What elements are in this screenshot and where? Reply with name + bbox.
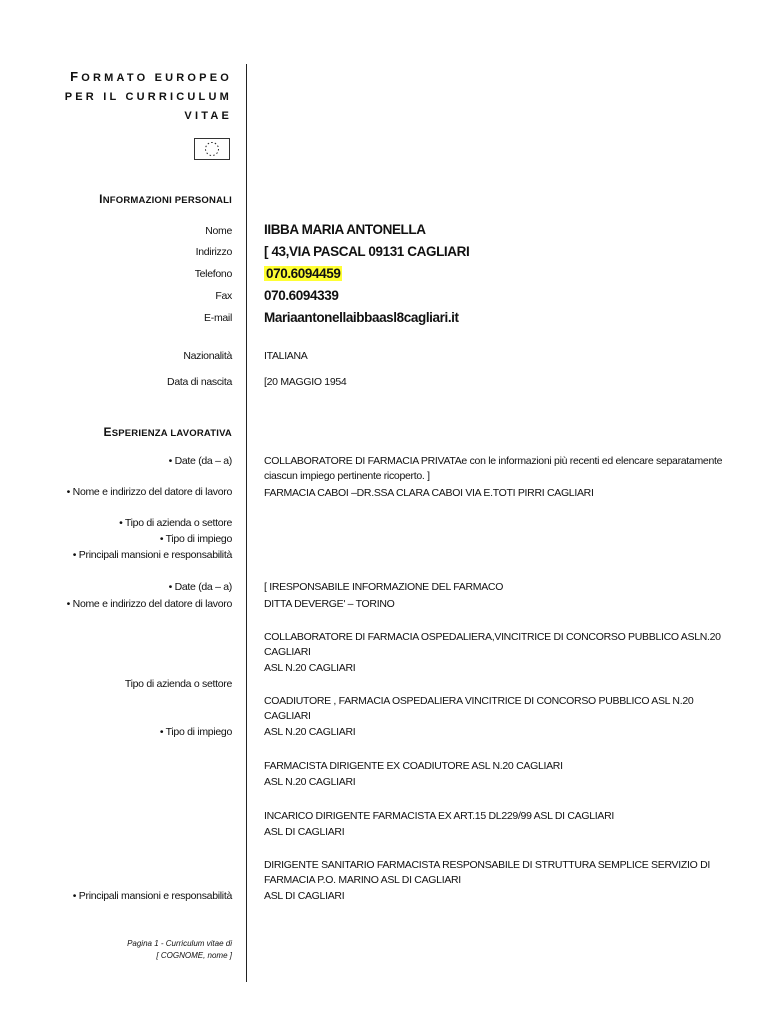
value-block2-10: ASL DI CAGLIARI (264, 826, 345, 838)
section-personal-info: INFORMAZIONI PERSONALI (99, 192, 232, 206)
label-date-1: • Date (da – a) (168, 455, 232, 467)
value-block2-3: COLLABORATORE DI FARMACIA OSPEDALIERA,VINCITRICE DI CONCORSO PUBBLICO ASLN.20 CAGLIARI (264, 631, 721, 658)
cv-title-line2: PER IL CURRICULUM (64, 91, 232, 103)
label-email: E-mail (204, 312, 232, 324)
eu-flag-icon (194, 138, 230, 160)
label-telefono: Telefono (194, 268, 232, 280)
value-block2-11: DIRIGENTE SANITARIO FARMACISTA RESPONSABILE DI STRUTTURA SEMPLICE SERVIZIO DI FARMACIA P.O. MARINO ASL DI CAGLIARI (264, 859, 710, 886)
value-block2-6: ASL N.20 CAGLIARI (264, 726, 356, 738)
label-azienda-1: • Tipo di azienda o settore (119, 517, 232, 529)
label-datore-2: • Nome e indirizzo del datore di lavoro (66, 598, 232, 610)
value-nazionalita: ITALIANA (264, 350, 308, 362)
cv-title-line1: FORMATO EUROPEO (70, 69, 232, 84)
value-block2-12: ASL DI CAGLIARI (264, 890, 345, 902)
value-fax: 070.6094339 (264, 288, 339, 303)
column-divider (246, 64, 247, 982)
label-date-2: • Date (da – a) (168, 581, 232, 593)
value-block2-8: ASL N.20 CAGLIARI (264, 776, 356, 788)
label-impiego-1: • Tipo di impiego (159, 533, 232, 545)
label-indirizzo: Indirizzo (195, 246, 232, 258)
label-impiego-2: • Tipo di impiego (159, 726, 232, 738)
value-datore-1: FARMACIA CABOI –DR.SSA CLARA CABOI VIA E.TOTI PIRRI CAGLIARI (264, 487, 594, 499)
value-nome: IIBBA MARIA ANTONELLA (264, 222, 426, 237)
value-block2-1: [ IRESPONSABILE INFORMAZIONE DEL FARMACO (264, 581, 504, 593)
value-block2-2: DITTA DEVERGE' – TORINO (264, 598, 395, 610)
value-indirizzo: [ 43,VIA PASCAL 09131 CAGLIARI (264, 244, 470, 259)
label-mansioni-2: • Principali mansioni e responsabilità (72, 890, 232, 902)
footer-line2: [ COGNOME, nome ] (156, 951, 232, 960)
cv-title (65, 67, 232, 126)
section-work-experience: ESPERIENZA LAVORATIVA (103, 425, 232, 439)
label-azienda-2: Tipo di azienda o settore (124, 678, 232, 690)
value-block2-7: FARMACISTA DIRIGENTE EX COADIUTORE ASL N.20 CAGLIARI (264, 760, 563, 772)
label-data-nascita: Data di nascita (167, 376, 232, 388)
page-footer (127, 938, 232, 962)
value-block2-5: COADIUTORE , FARMACIA OSPEDALIERA VINCITRICE DI CONCORSO PUBBLICO ASL N.20 CAGLIARI (264, 695, 694, 722)
value-date-1: COLLABORATORE DI FARMACIA PRIVATAe con le informazioni più recenti ed elencare separatamente ciascun impiego pertinente ricoperto. ] (264, 455, 723, 482)
label-datore-1: • Nome e indirizzo del datore di lavoro (66, 486, 232, 498)
label-fax: Fax (215, 290, 232, 302)
value-block2-9: INCARICO DIRIGENTE FARMACISTA EX ART.15 DL229/99 ASL DI CAGLIARI (264, 810, 614, 822)
label-nome: Nome (205, 225, 232, 237)
value-email: Mariaantonellaibbaasl8cagliari.it (264, 310, 459, 325)
value-block2-4: ASL N.20 CAGLIARI (264, 662, 356, 674)
value-data-nascita: [20 MAGGIO 1954 (264, 376, 347, 388)
label-nazionalita: Nazionalità (183, 350, 232, 362)
value-telefono (264, 266, 342, 281)
footer-line1: Pagina 1 - Curriculum vitae di (127, 939, 232, 948)
label-mansioni-1: • Principali mansioni e responsabilità (72, 549, 232, 561)
cv-title-line3: VITAE (184, 110, 232, 122)
telefono-highlight: 070.6094459 (266, 266, 341, 281)
